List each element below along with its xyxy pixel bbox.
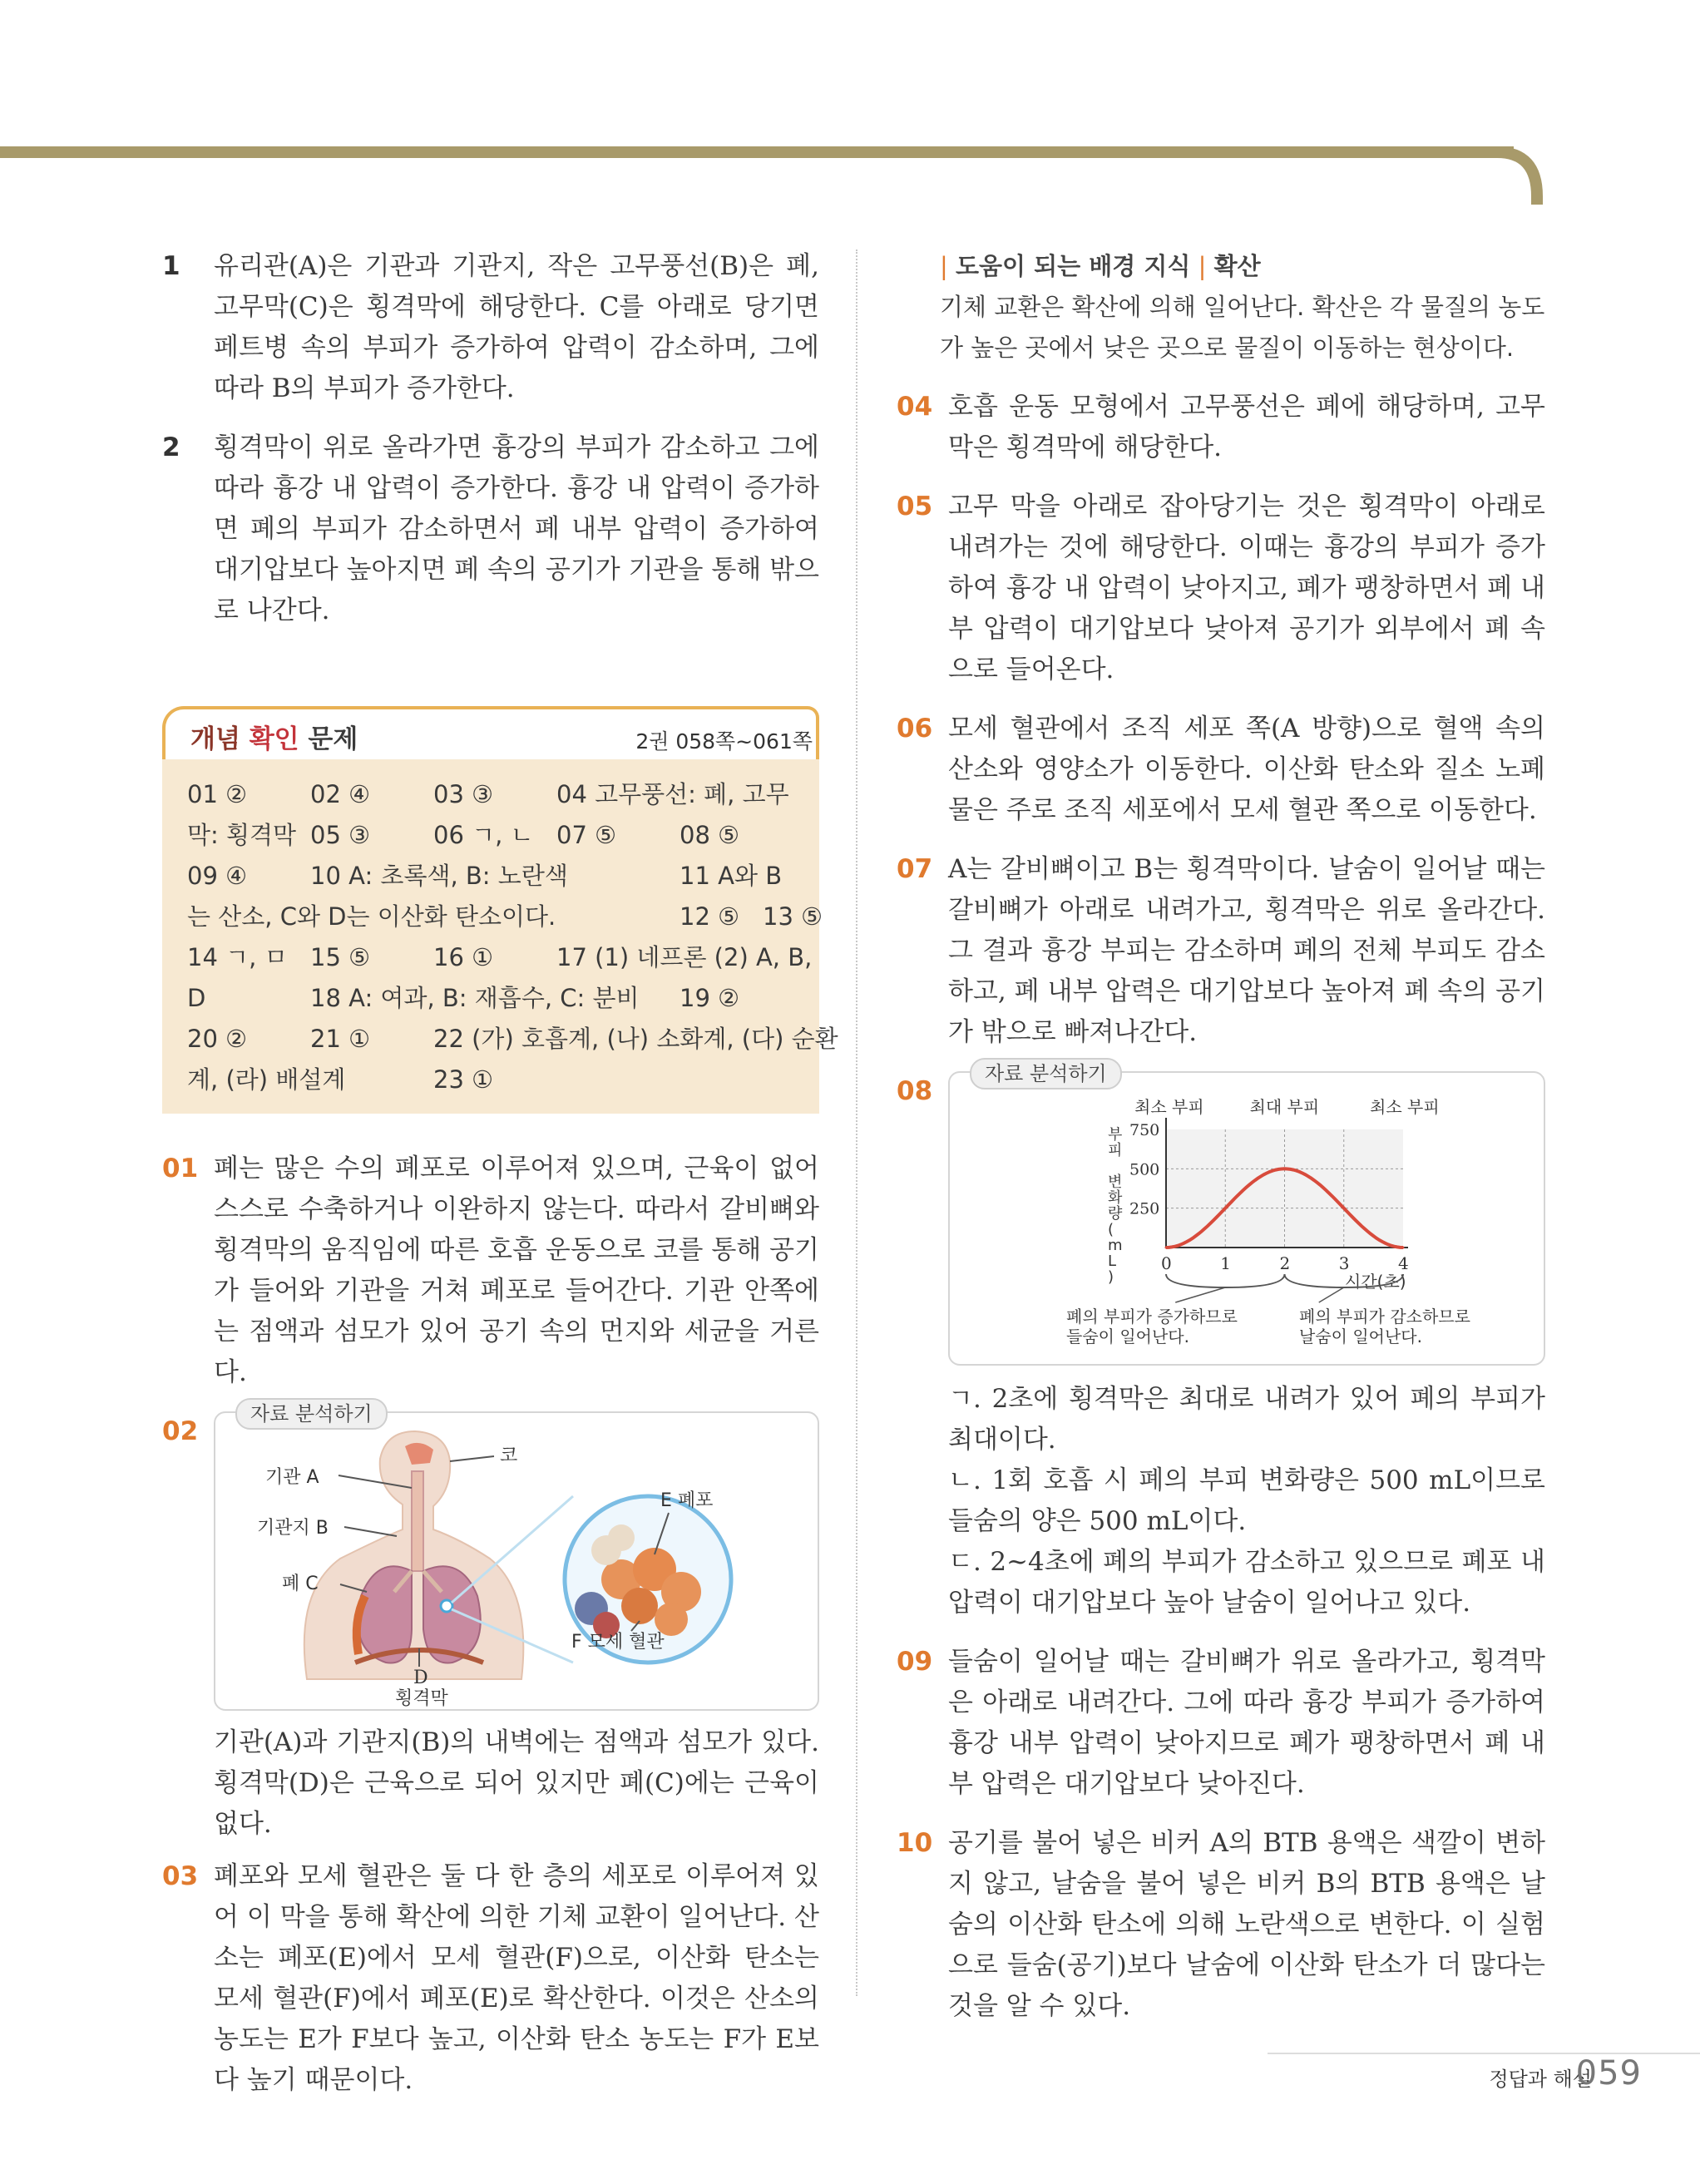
item-number: 02	[162, 1416, 199, 1446]
answer-cell: 13 ⑤	[763, 902, 823, 931]
item-text: 공기를 불어 넣은 비커 A의 BTB 용액은 색깔이 변하지 않고, 날숨을 불어 넣은 비커 B의 BTB 용액은 날숨의 이산화 탄소에 의해 노란색으로 변한다. 이 실험으로 들숨(공기)보다 날숨에 이산화 탄소가 더 많다는 것을 알 수 있다.	[948, 1828, 1545, 2021]
exhale-pointer	[1319, 1287, 1344, 1302]
answer-row	[187, 937, 813, 978]
answer-item	[162, 1149, 819, 1393]
data-point	[1165, 1247, 1168, 1249]
answer-item	[897, 1062, 1545, 1623]
answer-cell: 04 고무풍선: 폐, 고무	[556, 780, 789, 808]
y-tick-label: 750	[1129, 1121, 1160, 1139]
y-axis-label-char: (	[1108, 1221, 1114, 1238]
answer-item	[897, 1823, 1545, 2027]
answer-cell: 막: 횡격막	[187, 821, 297, 849]
respiratory-diagram	[215, 1413, 814, 1709]
answer-cell: 02 ④	[310, 780, 371, 808]
answer-item	[162, 427, 819, 631]
item-text: 폐포와 모세 혈관은 둘 다 한 층의 세포로 이루어져 있어 이 막을 통해 확산에 의한 기체 교환이 일어난다. 산소는 폐포(E)에서 모세 혈관(F)으로, 이산화 탄소는 모세 혈관(F)에서 폐포(E)로 확산한다. 이것은 산소의 농도는 E가 F보다 높고, 이산화 탄소 농도는 F가 E보다 높기 때문이다.	[214, 1861, 819, 2095]
answer-cell: 07 ⑤	[556, 821, 617, 849]
volume-graph-figure	[948, 1062, 1545, 1366]
title-part: 개념	[190, 724, 240, 754]
tip-heading: 도움이 되는 배경 지식	[956, 252, 1191, 280]
answer-cell: 06 ㄱ, ㄴ	[433, 821, 534, 849]
answer-cell: 15 ⑤	[310, 943, 371, 971]
figure-tag: 자료 분석하기	[235, 1398, 388, 1430]
data-point	[1253, 1179, 1256, 1182]
tip-topic: 확산	[1213, 252, 1261, 280]
y-axis-label-char: 부	[1108, 1126, 1123, 1144]
item-number: 2	[162, 432, 180, 462]
answer-item	[897, 487, 1545, 690]
figure-tag: 자료 분석하기	[970, 1058, 1122, 1090]
column-divider	[856, 250, 857, 1996]
answer-cell: 23 ①	[433, 1065, 494, 1094]
inhale-note: 폐의 부피가 증가하므로	[1066, 1307, 1238, 1327]
answer-cell: 19 ②	[680, 984, 740, 1012]
data-point	[1402, 1247, 1405, 1249]
phase-label: 최소 부피	[1370, 1097, 1440, 1117]
answer-cell: 22 (가) 호흡계, (나) 소화계, (다) 순환	[433, 1025, 838, 1053]
inhale-note: 들숨이 일어난다.	[1066, 1327, 1189, 1346]
right-column	[897, 246, 1545, 2045]
phase-label: 최대 부피	[1249, 1097, 1320, 1117]
item-number: 04	[897, 392, 933, 422]
tip-text: 기체 교환은 확산에 의해 일어난다. 확산은 각 물질의 농도가 높은 곳에서 낮은 곳으로 물질이 이동하는 현상이다.	[940, 293, 1545, 362]
x-tick-label: 0	[1161, 1253, 1172, 1273]
answer-cell: 21 ①	[310, 1025, 371, 1053]
data-point	[1194, 1235, 1197, 1238]
page-number: 059	[1575, 2054, 1642, 2093]
x-tick-label: 4	[1398, 1253, 1409, 1273]
respiratory-figure	[214, 1402, 819, 1711]
data-point	[1342, 1207, 1345, 1209]
answer-cell: 14 ㄱ, ㅁ	[187, 943, 288, 971]
statement-line: ㄴ. 1회 호흡 시 폐의 부피 변화량은 500 mL이므로 들숨의 양은 500 mL이다.	[948, 1465, 1545, 1536]
answer-row	[187, 815, 794, 856]
inhale-pointer	[1175, 1287, 1225, 1302]
y-axis-label-char: 변	[1108, 1174, 1123, 1191]
answer-item	[162, 1402, 819, 1845]
answer-item	[162, 246, 819, 409]
label-trachea: 기관 A	[265, 1467, 319, 1488]
item-number: 09	[897, 1647, 933, 1677]
y-tick-label: 500	[1129, 1160, 1160, 1179]
inhale-brace	[1166, 1274, 1285, 1287]
statement-line: ㄷ. 2~4초에 폐의 부피가 감소하고 있으므로 폐포 내 압력이 대기압보다 높아 날숨이 일어나고 있다.	[948, 1547, 1545, 1618]
x-axis-label: 시간(초)	[1345, 1272, 1406, 1292]
label-bronchus: 기관지 B	[257, 1518, 329, 1539]
y-axis-label-char: 화	[1108, 1189, 1123, 1207]
item-number: 06	[897, 714, 933, 744]
answer-cell: 는 산소, C와 D는 이산화 탄소이다.	[187, 902, 556, 931]
label-capillary: F 모세 혈관	[571, 1632, 665, 1653]
answer-row	[187, 1060, 794, 1100]
answer-grid	[162, 759, 838, 1114]
title-part: 문제	[308, 724, 358, 754]
answer-cell: 18 A: 여과, B: 재흡수, C: 분비	[310, 984, 640, 1012]
y-tick-label: 250	[1129, 1199, 1160, 1218]
y-axis-label-char: 량	[1108, 1205, 1123, 1223]
exhale-note: 폐의 부피가 감소하므로	[1299, 1307, 1470, 1327]
item-text: 횡격막이 위로 올라가면 흉강의 부피가 감소하고 그에 따라 흉강 내 압력이 증가한다. 흉강 내 압력이 증가하면 폐의 부피가 감소하면서 폐 내부 압력이 증가하여 대기압보다 높아지면 폐 속의 공기가 기관을 통해 밖으로 나간다.	[214, 432, 819, 625]
answer-cell: D	[187, 984, 206, 1012]
title-part: 확인	[249, 724, 299, 754]
item-number: 01	[162, 1154, 199, 1183]
concept-check-header	[162, 706, 819, 759]
background-tip	[897, 246, 1545, 368]
y-axis-label-char: m	[1108, 1237, 1123, 1254]
item-text: 고무 막을 아래로 잡아당기는 것은 횡격막이 아래로 내려가는 것에 해당한다. 이때는 흉강의 부피가 증가하여 흉강 내 압력이 낮아지고, 폐가 팽창하면서 폐 내부 압력이 대기압보다 낮아져 공기가 외부에서 폐 속으로 들어온다.	[948, 492, 1545, 684]
y-axis-label-char: L	[1108, 1253, 1117, 1270]
label-diaphragm: 횡격막	[395, 1688, 448, 1709]
answer-cell: 09 ④	[187, 862, 248, 890]
data-point	[1224, 1207, 1227, 1209]
item-text: 유리관(A)은 기관과 기관지, 작은 고무풍선(B)은 폐, 고무막(C)은 횡격막에 해당한다. C를 아래로 당기면 페트병 속의 부피가 증가하여 압력이 감소하며, 그에 따라 B의 부피가 증가한다.	[214, 251, 819, 403]
concept-check-box	[162, 706, 838, 1114]
item-number: 08	[897, 1076, 933, 1106]
x-tick-label: 3	[1338, 1253, 1350, 1273]
answer-cell: 11 A와 B	[680, 862, 783, 890]
label-alveolus: E 폐포	[660, 1490, 714, 1511]
answer-item	[897, 1642, 1545, 1805]
answer-cell: 05 ③	[310, 821, 371, 849]
item-number: 10	[897, 1828, 933, 1858]
item-text: A는 갈비뼈이고 B는 횡격막이다. 날숨이 일어날 때는 갈비뼈가 아래로 내려가고, 횡격막은 위로 올라간다. 그 결과 흉강 부피는 감소하며 폐의 전체 부피도 감소하고, 폐 내부 압력은 대기압보다 높아져 폐 속의 공기가 밖으로 빠져나간다.	[948, 854, 1545, 1047]
answer-item	[897, 849, 1545, 1053]
footer-label: 정답과 해설	[1489, 2068, 1592, 2091]
y-axis-label-char: 피	[1108, 1142, 1123, 1159]
answer-item	[162, 1856, 819, 2101]
answer-cell: 17 (1) 네프론 (2) A, B,	[556, 943, 813, 971]
top-rule-curve	[1464, 146, 1544, 205]
item-text: 기관(A)과 기관지(B)의 내벽에는 점액과 섬모가 있다. 횡격막(D)은 근육으로 되어 있지만 폐(C)에는 근육이 없다.	[214, 1727, 819, 1839]
answer-cell: 10 A: 초록색, B: 노란색	[310, 862, 568, 890]
answer-item	[897, 709, 1545, 831]
phase-label: 최소 부피	[1134, 1097, 1204, 1117]
exhale-note: 날숨이 일어난다.	[1299, 1327, 1422, 1346]
y-axis-label-char: )	[1108, 1268, 1114, 1286]
statement-line: ㄱ. 2초에 횡격막은 최대로 내려가 있어 폐의 부피가 최대이다.	[948, 1384, 1545, 1455]
item-text: 폐는 많은 수의 폐포로 이루어져 있으며, 근육이 없어 스스로 수축하거나 이완하지 않는다. 따라서 갈비뼈와 횡격막의 움직임에 따른 호흡 운동으로 코를 통해 공기가 들어와 기관을 거쳐 폐포로 들어간다. 기관 안쪽에는 점액과 섬모가 있어 공기 속의 먼지와 세균을 거른다.	[214, 1154, 819, 1387]
graph-statements	[948, 1379, 1545, 1623]
answer-cell: 03 ③	[433, 780, 494, 808]
x-tick-label: 1	[1220, 1253, 1231, 1273]
x-tick-label: 2	[1279, 1253, 1291, 1273]
label-nose: 코	[500, 1445, 518, 1466]
answer-row	[187, 856, 794, 897]
item-number: 1	[162, 251, 180, 281]
lung-volume-chart	[950, 1073, 1545, 1364]
page-reference: 2권 058쪽~061쪽	[635, 729, 813, 754]
top-rule	[0, 146, 1514, 158]
answer-cell: 01 ②	[187, 780, 248, 808]
item-text: 모세 혈관에서 조직 세포 쪽(A 방향)으로 혈액 속의 산소와 영양소가 이동한다. 이산화 탄소와 질소 노폐물은 주로 조직 세포에서 모세 혈관 쪽으로 이동한다.	[948, 714, 1545, 825]
answer-cell: 16 ①	[433, 943, 494, 971]
label-d: D	[413, 1668, 428, 1688]
label-lung: 폐 C	[282, 1574, 319, 1594]
answer-cell: 계, (라) 배설계	[187, 1065, 346, 1094]
item-text: 들숨이 일어날 때는 갈비뼈가 위로 올라가고, 횡격막은 아래로 내려간다. 그에 따라 흉강 부피가 증가하여 흉강 내부 압력이 낮아지므로 폐가 팽창하면서 폐 내부 압력은 대기압보다 낮아진다.	[948, 1647, 1545, 1799]
answer-row	[187, 897, 823, 937]
data-point	[1283, 1168, 1286, 1170]
answer-row	[187, 1019, 838, 1060]
tip-bar: |	[1198, 252, 1214, 280]
data-point	[1372, 1235, 1375, 1238]
answer-row	[187, 774, 794, 815]
item-text: 호흡 운동 모형에서 고무풍선은 폐에 해당하며, 고무 막은 횡격막에 해당한다.	[948, 392, 1545, 462]
answer-cell: 08 ⑤	[680, 821, 740, 849]
answer-cell: 12 ⑤	[680, 902, 740, 931]
data-point	[1313, 1179, 1316, 1182]
concept-check-title	[190, 719, 358, 760]
item-number: 03	[162, 1861, 199, 1891]
answer-row	[187, 978, 794, 1019]
tip-bar: |	[940, 252, 956, 280]
left-column	[162, 246, 838, 2119]
item-number: 07	[897, 854, 933, 884]
answer-item	[897, 387, 1545, 468]
answer-cell: 20 ②	[187, 1025, 248, 1053]
item-number: 05	[897, 492, 933, 521]
